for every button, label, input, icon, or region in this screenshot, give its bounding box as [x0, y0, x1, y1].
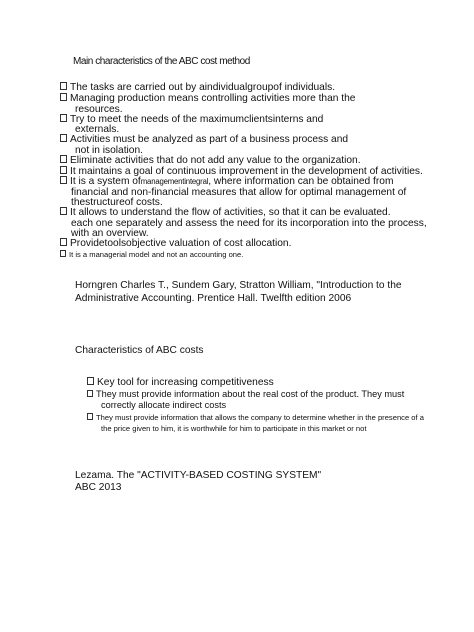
bullet-item — [87, 413, 424, 422]
bullet-item — [60, 238, 291, 249]
bullet-icon — [60, 93, 67, 101]
bullet-continuation: not in isolation. — [75, 145, 143, 156]
bullet-icon — [60, 155, 67, 163]
bullet-continuation: correctly allocate indirect costs — [101, 400, 227, 410]
reference-line: Horngren Charles T., Sundem Gary, Stratton William, "Introduction to the — [75, 280, 402, 291]
bullet-continuation: the price given to him, it is worthwhile for him to participate in this market or not — [101, 424, 367, 433]
bullet-item — [60, 155, 361, 166]
section1-title: Main characteristics of the ABC cost method — [73, 56, 250, 67]
bullet-text: Activities must be analyzed as part of a business process and — [70, 134, 349, 145]
bullet-icon — [60, 207, 67, 215]
bullet-icon — [60, 82, 67, 90]
bullet-item — [60, 134, 348, 145]
section2-title: Characteristics of ABC costs — [75, 345, 204, 356]
bullet-text: Key tool for increasing competitiveness — [97, 377, 274, 388]
bullet-icon — [87, 413, 93, 420]
bullet-continuation: resources. — [75, 104, 123, 115]
bullet-text-small: managementintegral — [140, 177, 209, 186]
bullet-text: Eliminate activities that do not add any value to the organization. — [70, 155, 361, 166]
bullet-item — [60, 82, 335, 93]
bullet-continuation: externals. — [75, 124, 120, 135]
bullet-item — [60, 207, 391, 218]
bullet-icon — [60, 134, 67, 142]
bullet-text: They must provide information about the real cost of the product. They must — [96, 389, 405, 399]
bullet-icon — [60, 238, 67, 246]
bullet-icon — [60, 176, 67, 184]
bullet-text: Try to meet the needs of the maximumclientsinterns and — [70, 114, 324, 125]
bullet-text: Providetoolsobjective valuation of cost allocation. — [70, 238, 292, 249]
bullet-continuation: thestructureof costs. — [71, 197, 163, 208]
bullet-continuation: with an overview. — [71, 228, 149, 239]
bullet-text: It is a system of — [70, 176, 141, 187]
bullet-text: The tasks are carried out by aindividualgroupof individuals. — [70, 82, 336, 93]
bullet-text: Managing production means controlling activities more than the — [70, 93, 356, 104]
reference-line: ABC 2013 — [75, 482, 122, 493]
bullet-continuation: each one separately and assess the need for its incorporation into the process, — [71, 218, 427, 229]
bullet-text: It maintains a goal of continuous improvement in the development of activities. — [70, 166, 423, 177]
bullet-icon — [60, 166, 67, 174]
bullet-continuation: financial and non-financial measures that allow for optimal management of — [71, 187, 407, 198]
bullet-icon — [87, 390, 93, 397]
bullet-icon — [60, 114, 67, 122]
bullet-text: They must provide information that allows the company to determine whether in the presence of a — [96, 413, 424, 422]
bullet-icon — [60, 250, 66, 257]
bullet-icon — [87, 377, 94, 385]
bullet-item — [60, 176, 393, 187]
bullet-item — [60, 250, 243, 259]
bullet-item — [60, 93, 355, 104]
bullet-text: It allows to understand the flow of activities, so that it can be evaluated. — [70, 207, 391, 218]
bullet-item — [87, 377, 274, 388]
reference-line: Administrative Accounting. Prentice Hall. Twelfth edition 2006 — [75, 293, 352, 304]
bullet-item — [87, 389, 404, 399]
bullet-text: It is a managerial model and not an accounting one. — [69, 250, 244, 259]
bullet-text: , where information can be obtained from — [208, 176, 394, 187]
reference-line: Lezama. The "ACTIVITY-BASED COSTING SYSTEM" — [75, 470, 322, 481]
